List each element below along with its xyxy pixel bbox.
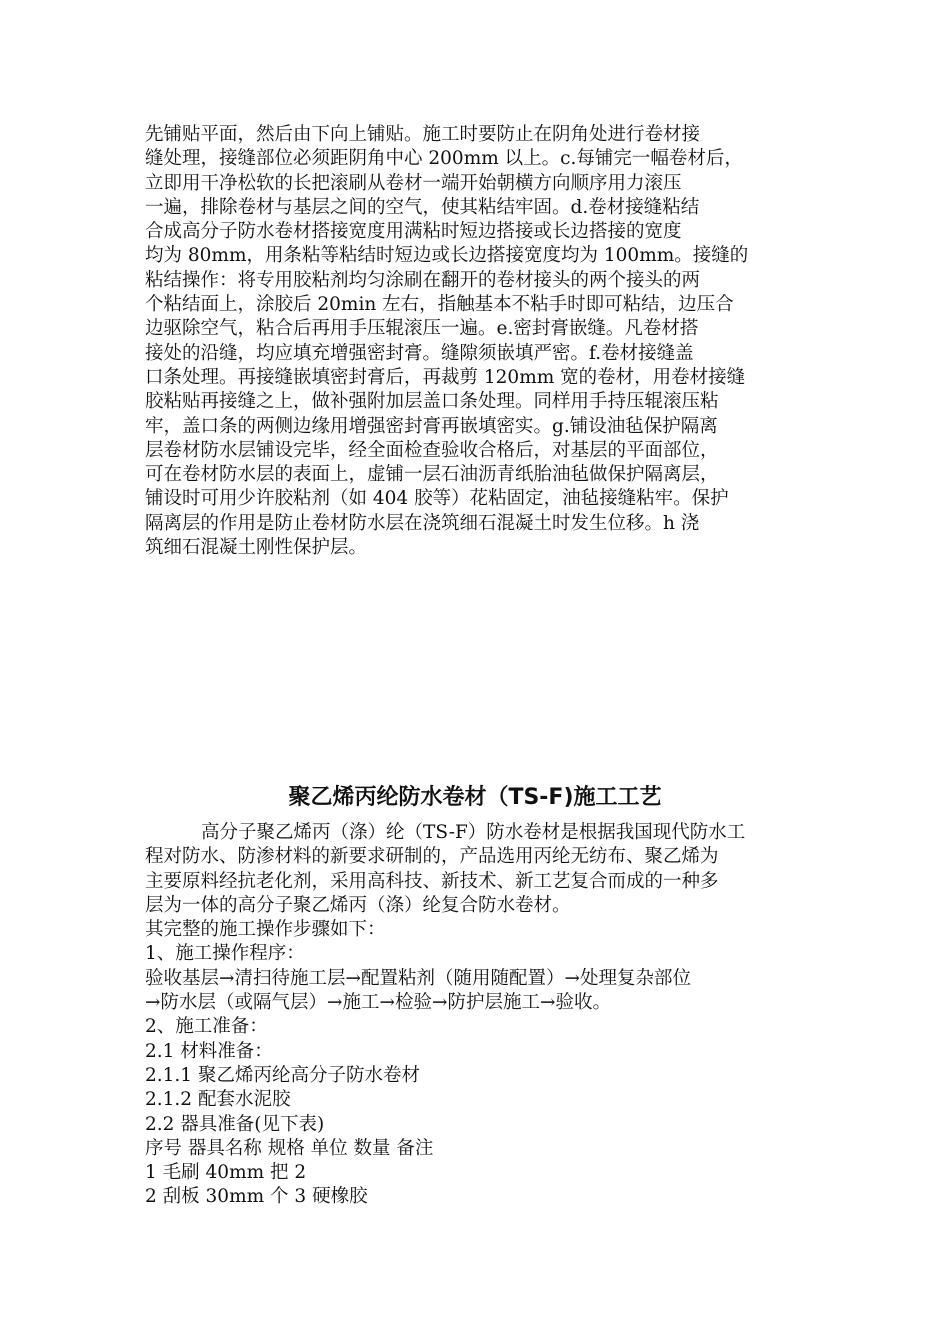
text-line: 个粘结面上，涂胶后 20min 左右，指触基本不粘手时即可粘结，边压合 xyxy=(145,294,734,316)
step-line: →防水层（或隔气层）→施工→检验→防护层施工→验收。 xyxy=(145,992,612,1014)
step-line: 验收基层→清扫待施工层→配置粘剂（随用随配置）→处理复杂部位 xyxy=(145,967,692,989)
text-line: 铺设时可用少许胶粘剂（如 404 胶等）花粘固定，油毡接缝粘牢。保护 xyxy=(145,488,729,510)
intro-line: 程对防水、防渗材料的新要求研制的，产品选用丙纶无纺布、聚乙烯为 xyxy=(145,846,719,868)
text-line: 粘结操作：将专用胶粘剂均匀涂刷在翻开的卷材接头的两个接头的两 xyxy=(145,269,701,291)
text-line: 胶粘贴再接缝之上，做补强附加层盖口条处理。同样用手持压辊滚压粘 xyxy=(145,391,719,413)
text-line: 隔离层的作用是防止卷材防水层在浇筑细石混凝土时发生位移。h 浇 xyxy=(145,512,700,534)
tool-table-header: 序号 器具名称 规格 单位 数量 备注 xyxy=(145,1137,434,1159)
text-line: 合成高分子防水卷材搭接宽度用满粘时短边搭接或长边搭接的宽度 xyxy=(145,221,682,243)
step-line: 2.1 材料准备： xyxy=(145,1040,273,1062)
section-title: 聚乙烯丙纶防水卷材（TS-F)施工工艺 xyxy=(288,785,662,810)
tool-table-row: 2 刮板 30mm 个 3 硬橡胶 xyxy=(145,1186,368,1208)
text-line: 均为 80mm，用条粘等粘结时短边或长边搭接宽度均为 100mm。接缝的 xyxy=(145,245,749,267)
text-line: 层卷材防水层铺设完毕，经全面检查验收合格后，对基层的平面部位， xyxy=(145,439,719,461)
step-line: 1、施工操作程序： xyxy=(145,943,305,965)
text-line: 边驱除空气，粘合后再用手压辊滚压一遍。e.密封膏嵌缝。凡卷材搭 xyxy=(145,318,699,340)
text-line: 立即用干净松软的长把滚刷从卷材一端开始朝横方向顺序用力滚压 xyxy=(145,172,682,194)
text-line: 接处的沿缝，均应填充增强密封膏。缝隙须嵌填严密。f.卷材接缝盖 xyxy=(145,342,694,364)
step-line: 2.2 器具准备(见下表) xyxy=(145,1113,325,1135)
step-line: 2.1.2 配套水泥胶 xyxy=(145,1089,291,1111)
section-body xyxy=(145,821,825,1210)
text-line: 一遍，排除卷材与基层之间的空气，使其粘结牢固。d.卷材接缝粘结 xyxy=(145,196,700,218)
tool-table-row: 1 毛刷 40mm 把 2 xyxy=(145,1162,307,1184)
text-line: 先铺贴平面，然后由下向上铺贴。施工时要防止在阴角处进行卷材接 xyxy=(145,124,701,145)
text-line: 牢，盖口条的两侧边缘用增强密封膏再嵌填密实。g.铺设油毡保护隔离 xyxy=(145,415,718,437)
step-line: 2、施工准备： xyxy=(145,1016,268,1038)
steps-heading: 其完整的施工操作步骤如下： xyxy=(145,919,386,941)
top-paragraph xyxy=(145,123,825,560)
text-line: 可在卷材防水层的表面上，虚铺一层石油沥青纸胎油毡做保护隔离层， xyxy=(145,464,719,486)
intro-line: 高分子聚乙烯丙（涤）纶（TS-F）防水卷材是根据我国现代防水工 xyxy=(201,822,746,843)
intro-line: 层为一体的高分子聚乙烯丙（涤）纶复合防水卷材。 xyxy=(145,894,571,916)
text-line: 筑细石混凝土刚性保护层。 xyxy=(145,537,368,559)
step-line: 2.1.1 聚乙烯丙纶高分子防水卷材 xyxy=(145,1064,420,1086)
text-line: 口条处理。再接缝嵌填密封膏后，再裁剪 120mm 宽的卷材，用卷材接缝 xyxy=(145,366,746,388)
intro-line: 主要原料经抗老化剂，采用高科技、新技术、新工艺复合而成的一种多 xyxy=(145,870,719,892)
text-line: 缝处理，接缝部位必须距阴角中心 200mm 以上。c.每铺完一幅卷材后， xyxy=(145,148,743,170)
